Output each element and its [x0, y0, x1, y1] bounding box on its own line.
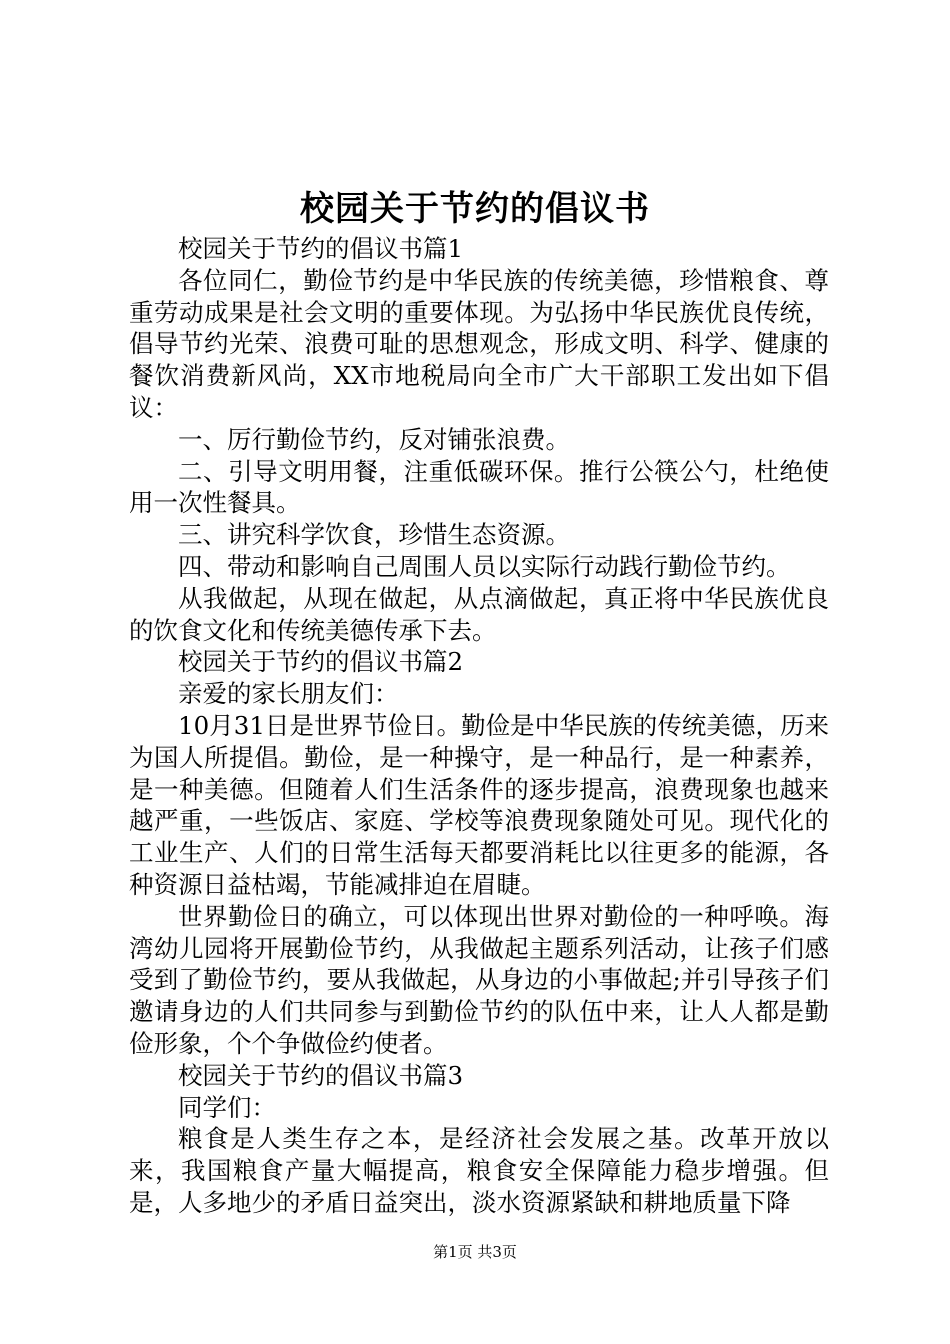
- paragraph: 二、引导文明用餐，注重低碳环保。推行公筷公勺，杜绝使用一次性餐具。: [129, 456, 829, 518]
- paragraph: 一、厉行勤俭节约，反对铺张浪费。: [178, 424, 570, 454]
- paragraph: 世界勤俭日的确立，可以体现出世界对勤俭的一种呼唤。海湾幼儿园将开展勤俭节约，从我做起主题系列活动，让孩子们感受到了勤俭节约，要从我做起，从身边的小事做起;并引导孩子们邀请身边的人们共同参与到勤俭节约的队伍中来，让人人都是勤俭形象，个个争做俭约使者。: [129, 901, 829, 1058]
- section-heading-1: 校园关于节约的倡议书篇1: [178, 234, 464, 263]
- paragraph: 10月31日是世界节俭日。勤俭是中华民族的传统美德，历来为国人所提倡。勤俭，是一种操守，是一种品行，是一种素养，是一种美德。但随着人们生活条件的逐步提高，浪费现象也越来越严重，一些饭店、家庭、学校等浪费现象随处可见。现代化的工业生产、人们的日常生活每天都要消耗比以往更多的能源，各种资源日益枯竭，节能减排迫在眉睫。: [129, 710, 829, 899]
- section-heading-2: 校园关于节约的倡议书篇2: [178, 647, 464, 677]
- paragraph: 三、讲究科学饮食，珍惜生态资源。: [178, 520, 570, 550]
- paragraph: 四、带动和影响自己周围人员以实际行动践行勤俭节约。: [178, 551, 791, 581]
- document-title: 校园关于节约的倡议书: [300, 189, 650, 229]
- section-heading-3: 校园关于节约的倡议书篇3: [178, 1060, 464, 1090]
- paragraph: 粮食是人类生存之本，是经济社会发展之基。改革开放以来，我国粮食产量大幅提高，粮食安全保障能力稳步增强。但是，人多地少的矛盾日益突出，淡水资源紧缺和耕地质量下降: [129, 1124, 829, 1217]
- salutation: 亲爱的家长朋友们：: [178, 679, 399, 709]
- page-footer: 第1页 共3页: [433, 1243, 517, 1261]
- salutation: 同学们：: [178, 1092, 276, 1122]
- paragraph: 各位同仁，勤俭节约是中华民族的传统美德，珍惜粮食、尊重劳动成果是社会文明的重要体现。为弘扬中华民族优良传统，倡导节约光荣、浪费可耻的思想观念，形成文明、科学、健康的餐饮消费新风尚，XX市地税局向全市广大干部职工发出如下倡议：: [129, 265, 829, 422]
- document-body: [129, 233, 829, 1219]
- paragraph: 从我做起，从现在做起，从点滴做起，真正将中华民族优良的饮食文化和传统美德传承下去。: [129, 583, 829, 645]
